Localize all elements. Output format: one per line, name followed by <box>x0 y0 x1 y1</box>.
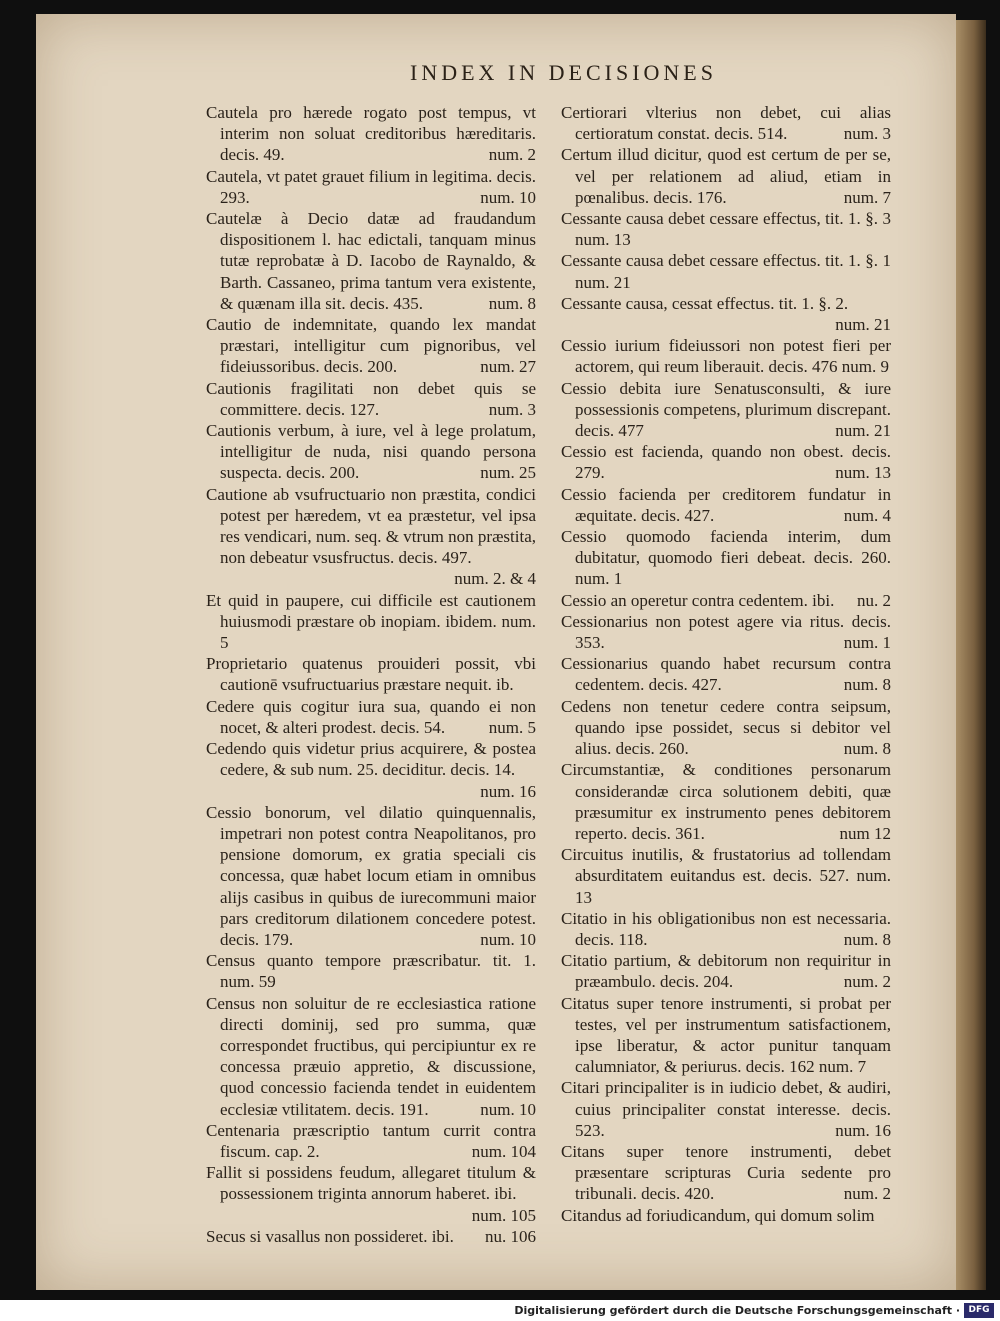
index-entry <box>561 950 891 992</box>
index-entry <box>561 1077 891 1141</box>
index-entry <box>561 526 891 590</box>
footer-text: Digitalisierung gefördert durch die Deutsche Forschungsgemeinschaft · <box>514 1304 960 1317</box>
index-entry <box>206 1162 536 1226</box>
index-entry <box>561 144 891 208</box>
index-entry <box>206 950 536 992</box>
index-entry <box>561 484 891 526</box>
entry-text: Census non soluitur de re ecclesiastica ratione directi dominij, sed pro summa, quæ correspondet fructibus, qui percipiuntur ex re concessa præuio appretio, & discussione, quod concessio facienda tendet in euidentem ecclesiæ vtilitatem. decis. 191. <box>206 993 536 1119</box>
index-entry <box>561 1205 891 1226</box>
entry-reference: num 12 <box>839 823 891 843</box>
index-entry <box>561 844 891 908</box>
entry-text: Cedens non tenetur cedere contra seipsum, quando ipse possidet, secus si debitor vel alius. decis. 260. <box>561 696 891 759</box>
entry-text: Cautelæ à Decio datæ ad fraudandum dispositionem l. hac edictali, tanquam minus tutæ reprobatæ à D. Iacobo de Raynaldo, & Barth. Cassaneo, prima tantum vera existente, & quænam illa sit. decis. 435. <box>206 209 536 313</box>
entry-reference: nu. 2 <box>857 590 891 610</box>
entry-text: Fallit si possidens feudum, allegaret titulum & possessionem triginta annorum haberet. ibi. <box>206 1163 536 1204</box>
index-entry <box>561 335 891 377</box>
entry-reference: num. 8 <box>843 675 891 695</box>
index-entry <box>561 908 891 950</box>
entry-reference: num. 8 <box>488 293 536 313</box>
index-entry <box>206 1226 536 1247</box>
entry-text: Circuitus inutilis, & frustatorius ad tollendam absurditatem euitandus est. decis. 527. num. 13 <box>561 845 891 907</box>
index-entry <box>206 378 536 420</box>
left-column <box>206 102 536 1247</box>
entry-reference: num. 2. & 4 <box>454 569 536 589</box>
index-entry <box>206 166 536 208</box>
entry-reference: num. 3 <box>488 399 536 419</box>
entry-reference: num. 2 <box>843 972 891 992</box>
entry-text: Centenaria præscriptio tantum currit contra fiscum. cap. 2. <box>206 1120 536 1161</box>
index-entry <box>561 250 891 292</box>
entry-reference: num. 16 <box>835 1120 891 1140</box>
index-entry <box>561 993 891 1078</box>
entry-reference: num. 21 <box>835 421 891 441</box>
entry-text: Census quanto tempore præscribatur. tit. 1. num. 59 <box>206 951 536 992</box>
index-entry <box>561 293 891 335</box>
entry-text: Circumstantiæ, & conditiones personarum considerandæ circa solutionem debiti, quæ præsumitur ex instrumento penes debitorem reperto. decis. 361. <box>561 760 891 843</box>
entry-text: Citatus super tenore instrumenti, si probat per testes, vel per instrumentum satisfactionem, ipse liberatur, & actor punitur tanquam calumniator, & periurus. decis. 162 num. 7 <box>561 993 891 1077</box>
index-entry <box>206 738 536 802</box>
index-entry <box>206 590 536 654</box>
index-entry <box>561 611 891 653</box>
index-entry <box>206 653 536 695</box>
entry-reference: num. 8 <box>843 739 891 759</box>
index-entry <box>561 590 891 611</box>
index-entry <box>206 993 536 1120</box>
entry-text: Citatio partium, & debitorum non requiritur in præambulo. decis. 204. <box>561 951 891 992</box>
entry-text: Cessante causa debet cessare effectus, tit. 1. §. 3 num. 13 <box>561 209 891 250</box>
entry-reference: num. 3 <box>843 124 891 144</box>
entry-reference: num. 8 <box>843 929 891 949</box>
index-entry <box>561 102 891 144</box>
running-header: INDEX IN DECISIONES <box>410 60 717 85</box>
index-entry <box>206 484 536 590</box>
index-entry <box>206 314 536 378</box>
entry-text: Cessio facienda per creditorem fundatur in æquitate. decis. 427. <box>561 484 891 525</box>
page-edge <box>956 20 986 1290</box>
digitization-footer <box>0 1300 1000 1321</box>
entry-text: Cedendo quis videtur prius acquirere, & postea cedere, & sub num. 25. deciditur. decis. 14. <box>206 739 536 780</box>
entry-reference: num. 13 <box>835 463 891 483</box>
entry-text: Cessionarius quando habet recursum contra cedentem. decis. 427. <box>561 654 891 695</box>
entry-text: Cautela pro hærede rogato post tempus, vt interim non soluat creditoribus hæreditaris. decis. 49. <box>206 103 536 165</box>
entry-text: Cessio iurium fideiussori non potest fieri per actorem, qui reum liberauit. decis. 476 num. 9 <box>561 336 891 377</box>
index-entry <box>206 420 536 484</box>
dfg-logo: DFG <box>964 1303 994 1318</box>
entry-text: Citans super tenore instrumenti, debet præsentare scripturas Curia sedente pro tribunali. decis. 420. <box>561 1141 891 1204</box>
entry-text: Citandus ad foriudicandum, qui domum solim <box>561 1205 875 1225</box>
entry-reference: num. 7 <box>843 187 891 207</box>
index-entry <box>206 208 536 314</box>
entry-reference: num. 10 <box>480 1099 536 1119</box>
entry-reference: num. 104 <box>471 1141 536 1161</box>
entry-text: Citatio in his obligationibus non est necessaria. decis. 118. <box>561 908 891 949</box>
index-entry <box>206 802 536 950</box>
index-entry <box>206 102 536 166</box>
entry-text: Cessio est facienda, quando non obest. decis. 279. <box>561 442 891 483</box>
index-entry <box>206 696 536 738</box>
entry-text: Cessio bonorum, vel dilatio quinquennalis, impetrari non potest contra Neapolitanos, pro pensione domorum, ex gratia speciali cis concessa, quæ habet locum etiam in omnibus alijs casibus in quibus de iurecommuni maior pars creditorum dilationem concedere potest. decis. 179. <box>206 802 536 949</box>
entry-text: Cessionarius non potest agere via ritus. decis. 353. <box>561 611 891 653</box>
entry-reference: num. 27 <box>480 357 536 377</box>
entry-reference: num. 2 <box>843 1184 891 1204</box>
entry-reference: num. 1 <box>843 633 891 653</box>
index-entry <box>561 1141 891 1205</box>
entry-text: Cessio an operetur contra cedentem. ibi. <box>561 590 835 610</box>
entry-reference: num. 10 <box>480 187 536 207</box>
entry-reference: num. 21 <box>835 315 891 335</box>
entry-reference: num. 4 <box>843 505 891 525</box>
entry-text: Cautionis verbum, à iure, vel à lege prolatum, intelligitur de nuda, nisi quando persona suspecta. decis. 200. <box>206 421 536 483</box>
entry-reference: nu. 106 <box>485 1226 536 1246</box>
entry-text: Secus si vasallus non possideret. ibi. <box>206 1226 454 1246</box>
entry-text: Cautione ab vsufructuario non præstita, condici potest per hæredem, vt ea præstetur, vel ipsa res vendicari, num. seq. & vtrum non præstita, non debeatur vsusfructus. decis. 497. <box>206 484 536 568</box>
entry-reference: num. 5 <box>488 717 536 737</box>
index-entry <box>561 208 891 250</box>
index-entry <box>561 378 891 442</box>
index-entry <box>561 759 891 844</box>
entry-reference: num. 10 <box>480 929 536 949</box>
entry-text: Cedere quis cogitur iura sua, quando ei non nocet, & alteri prodest. decis. 54. <box>206 696 536 737</box>
right-column <box>561 102 891 1226</box>
entry-text: Cessio quomodo facienda interim, dum dubitatur, quomodo fieri debeat. decis. 260. num. 1 <box>561 527 891 589</box>
index-entry <box>561 441 891 483</box>
entry-text: Et quid in paupere, cui difficile est cautionem huiusmodi præstare ob inopiam. ibidem. num. 5 <box>206 590 536 653</box>
index-entry <box>561 653 891 695</box>
entry-reference: num. 105 <box>471 1205 536 1225</box>
entry-text: Cessante causa debet cessare effectus. tit. 1. §. 1 num. 21 <box>561 251 891 292</box>
entry-text: Cautio de indemnitate, quando lex mandat præstari, intelligitur cum pignoribus, vel fideiussoribus. decis. 200. <box>206 315 536 377</box>
entry-text: Cautionis fragilitati non debet quis se committere. decis. 127. <box>206 378 536 419</box>
entry-text: Cautela, vt patet grauet filium in legitima. decis. 293. <box>206 166 536 207</box>
entry-text: Certum illud dicitur, quod est certum de per se, vel per relationem ad aliud, etiam in pœnalibus. decis. 176. <box>561 145 891 207</box>
entry-reference: num. 16 <box>480 781 536 801</box>
entry-reference: num. 25 <box>480 463 536 483</box>
entry-text: Cessante causa, cessat effectus. tit. 1. §. 2. <box>561 293 849 313</box>
entry-text: Certiorari vlterius non debet, cui alias certioratum constat. decis. 514. <box>561 103 891 144</box>
entry-text: Proprietario quatenus prouideri possit, vbi cautionē vsufructuarius præstare nequit. ib. <box>206 654 536 695</box>
entry-reference: num. 2 <box>488 145 536 165</box>
entry-text: Cessio debita iure Senatusconsulti, & iure possessionis competens, plurimum discrepant. decis. 477 <box>561 378 891 441</box>
entry-text: Citari principaliter is in iudicio debet, & audiri, cuius principaliter constat interesse. decis. 523. <box>561 1078 891 1140</box>
index-entry <box>206 1120 536 1162</box>
index-entry <box>561 696 891 760</box>
